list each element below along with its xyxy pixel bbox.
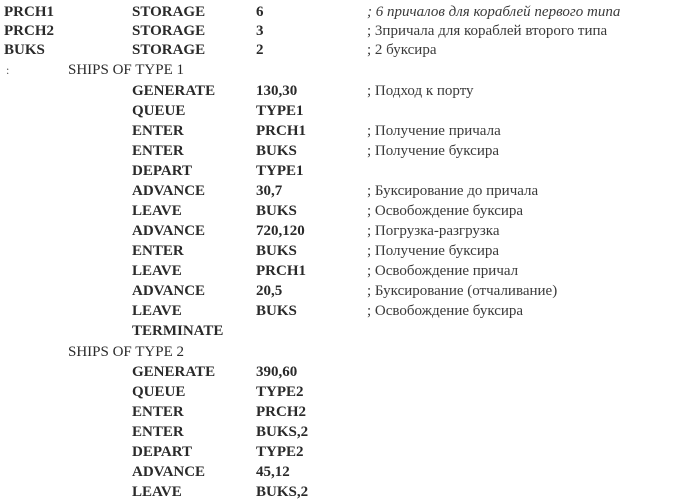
operand-cell: TYPE2 xyxy=(256,444,304,460)
comment-cell: ; 3причала для кораблей второго типа xyxy=(367,23,608,39)
operation-cell: STORAGE xyxy=(132,23,206,39)
operand-cell: BUKS xyxy=(256,303,297,319)
operand-cell: BUKS xyxy=(256,143,297,159)
operand-cell: BUKS xyxy=(256,243,297,259)
operand-cell: BUKS,2 xyxy=(256,424,309,440)
operation-cell: LEAVE xyxy=(132,303,182,319)
operation-cell: ADVANCE xyxy=(132,223,206,239)
operation-cell: ENTER xyxy=(132,243,184,259)
operation-cell: ENTER xyxy=(132,123,184,139)
operand-cell: TYPE1 xyxy=(256,163,304,179)
code-line xyxy=(0,82,682,101)
code-line xyxy=(0,242,682,261)
code-line xyxy=(0,363,682,382)
code-line xyxy=(0,443,682,462)
operand-cell: 3 xyxy=(256,23,264,39)
operand-cell: 390,60 xyxy=(256,364,298,380)
operation-cell: DEPART xyxy=(132,163,193,179)
operation-cell: ENTER xyxy=(132,143,184,159)
operation-cell: ENTER xyxy=(132,424,184,440)
section-header xyxy=(0,61,682,80)
comment-cell: ; Освобождение буксира xyxy=(367,203,524,219)
operand-cell: PRCH1 xyxy=(256,263,306,279)
operand-cell: PRCH1 xyxy=(256,123,306,139)
code-line xyxy=(0,102,682,121)
comment-cell: ; Освобождение причал xyxy=(367,263,519,279)
operand-cell: 6 xyxy=(256,4,264,20)
operand-cell: 45,12 xyxy=(256,464,290,480)
comment-marker: : xyxy=(6,63,10,77)
code-line xyxy=(0,162,682,181)
code-line xyxy=(0,122,682,141)
operand-cell: 720,120 xyxy=(256,223,305,239)
comment-cell: ; Освобождение буксира xyxy=(367,303,524,319)
comment-cell: ; Погрузка-разгрузка xyxy=(367,223,500,239)
operand-cell: TYPE1 xyxy=(256,103,304,119)
operation-cell: DEPART xyxy=(132,444,193,460)
operand-cell: 130,30 xyxy=(256,83,298,99)
code-line xyxy=(0,222,682,241)
operand-cell: BUKS xyxy=(256,203,297,219)
operation-cell: QUEUE xyxy=(132,384,186,400)
operand-cell: 2 xyxy=(256,42,264,58)
operation-cell: STORAGE xyxy=(132,42,206,58)
label-cell: BUKS xyxy=(4,42,45,58)
label-cell: PRCH2 xyxy=(4,23,54,39)
operand-cell: 30,7 xyxy=(256,183,283,199)
comment-cell: ; Буксирование до причала xyxy=(367,183,539,199)
section-header xyxy=(0,343,682,362)
code-line xyxy=(0,322,682,341)
operation-cell: TERMINATE xyxy=(132,323,224,339)
code-line xyxy=(0,41,682,60)
operation-cell: ADVANCE xyxy=(132,283,206,299)
code-line xyxy=(0,282,682,301)
comment-cell: ; Буксирование (отчаливание) xyxy=(367,283,558,299)
section-title: SHIPS OF TYPE 2 xyxy=(68,344,185,360)
code-line xyxy=(0,302,682,321)
comment-cell: ; 6 причалов для кораблей первого типа xyxy=(367,4,621,20)
operation-cell: GENERATE xyxy=(132,364,216,380)
comment-cell: ; Получение причала xyxy=(367,123,501,139)
code-line xyxy=(0,383,682,402)
operation-cell: ADVANCE xyxy=(132,183,206,199)
operation-cell: STORAGE xyxy=(132,4,206,20)
code-line xyxy=(0,202,682,221)
comment-cell: ; 2 буксира xyxy=(367,42,437,58)
code-line xyxy=(0,142,682,161)
operation-cell: LEAVE xyxy=(132,263,182,279)
comment-cell: ; Получение буксира xyxy=(367,143,500,159)
code-line xyxy=(0,463,682,482)
code-line xyxy=(0,262,682,281)
operand-cell: PRCH2 xyxy=(256,404,306,420)
operation-cell: QUEUE xyxy=(132,103,186,119)
code-line xyxy=(0,423,682,442)
operand-cell: TYPE2 xyxy=(256,384,304,400)
code-line xyxy=(0,3,682,22)
code-line xyxy=(0,182,682,201)
section-title: SHIPS OF TYPE 1 xyxy=(68,62,185,78)
operation-cell: LEAVE xyxy=(132,203,182,219)
operation-cell: ADVANCE xyxy=(132,464,206,480)
operand-cell: 20,5 xyxy=(256,283,283,299)
comment-cell: ; Получение буксира xyxy=(367,243,500,259)
label-cell: PRCH1 xyxy=(4,4,54,20)
code-line xyxy=(0,483,682,502)
operation-cell: ENTER xyxy=(132,404,184,420)
comment-cell: ; Подход к порту xyxy=(367,83,474,99)
code-line xyxy=(0,22,682,41)
operation-cell: LEAVE xyxy=(132,484,182,500)
code-line xyxy=(0,403,682,422)
operand-cell: BUKS,2 xyxy=(256,484,309,500)
operation-cell: GENERATE xyxy=(132,83,216,99)
